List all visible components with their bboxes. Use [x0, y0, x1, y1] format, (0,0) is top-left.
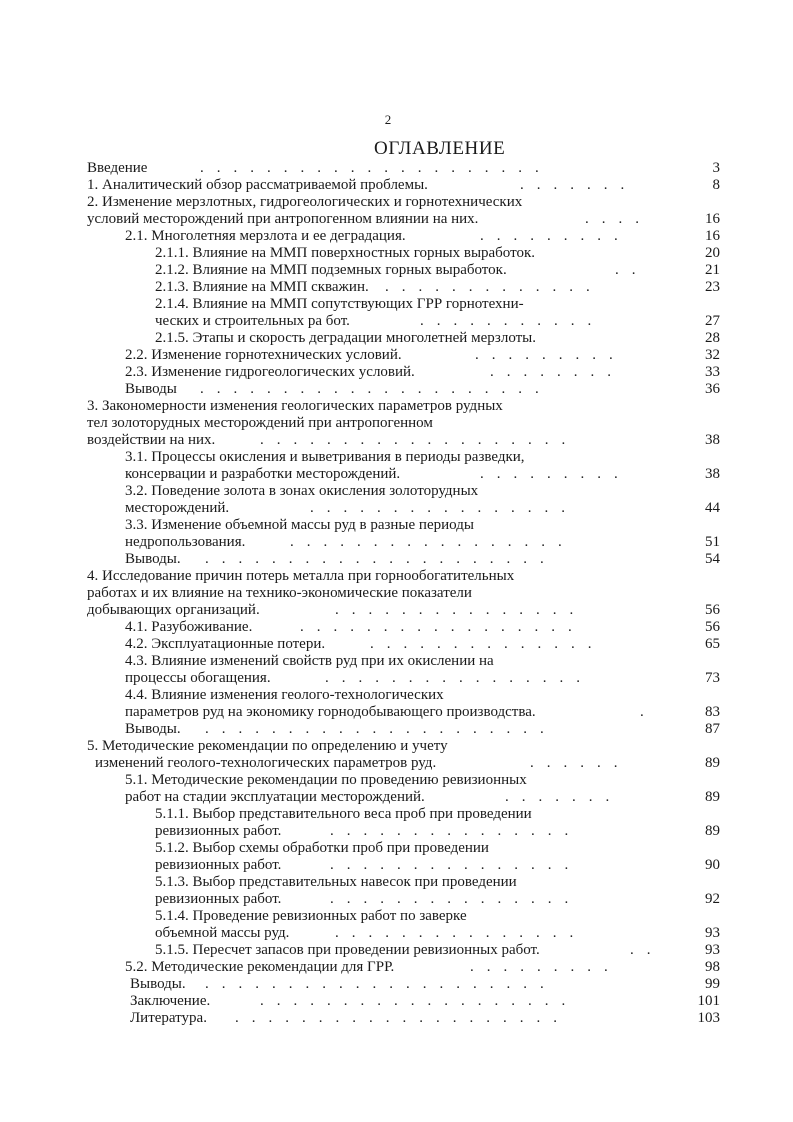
- toc-entry-text: месторождений.: [125, 500, 230, 516]
- toc-page-number: 89: [705, 823, 720, 839]
- toc-page-number: 87: [705, 721, 720, 737]
- toc-dot-leader: ...........: [420, 313, 605, 329]
- toc-page-number: 83: [705, 704, 720, 720]
- toc-dot-leader: ...................: [260, 993, 579, 1009]
- toc-entry-text: изменений геолого-технологических параметров руд.: [95, 755, 437, 771]
- toc-entry-text: Выводы.: [125, 721, 181, 737]
- toc-entry-text: 5.1. Методические рекомендации по проведению ревизионных: [125, 772, 527, 788]
- toc-dot-leader: ...................: [260, 432, 579, 448]
- toc-page-number: 3: [712, 160, 720, 176]
- toc-dot-leader: ....: [585, 211, 652, 227]
- toc-page-number: 28: [705, 330, 720, 346]
- toc-page-number: 16: [705, 211, 720, 227]
- toc-entry-text: 5.1.5. Пересчет запасов при проведении ревизионных работ.: [155, 942, 540, 958]
- toc-dot-leader: ..: [615, 262, 649, 278]
- toc-entry-text: 1. Аналитический обзор рассматриваемой проблемы.: [87, 177, 428, 193]
- toc-page-number: 65: [705, 636, 720, 652]
- toc-page-number: 73: [705, 670, 720, 686]
- toc-dot-leader: ........: [490, 364, 624, 380]
- page-title: ОГЛАВЛЕНИЕ: [374, 138, 506, 159]
- toc-entry-text: воздействии на них.: [87, 432, 216, 448]
- toc-dot-leader: ....................: [235, 1010, 570, 1026]
- toc-dot-leader: .....................: [200, 160, 552, 176]
- toc-entry-text: процессы обогащения.: [125, 670, 271, 686]
- toc-entry-text: 2.2. Изменение горнотехнических условий.: [125, 347, 402, 363]
- toc-entry-text: Заключение.: [130, 993, 211, 1009]
- toc-entry-text: 4.2. Эксплуатационные потери.: [125, 636, 326, 652]
- toc-dot-leader: .........: [470, 959, 621, 975]
- toc-entry-text: 5.2. Методические рекомендации для ГРР.: [125, 959, 395, 975]
- toc-dot-leader: .............: [385, 279, 603, 295]
- toc-page-number: 89: [705, 755, 720, 771]
- toc-page-number: 32: [705, 347, 720, 363]
- toc-entry-text: Выводы.: [130, 976, 186, 992]
- toc-dot-leader: ......: [530, 755, 631, 771]
- toc-dot-leader: .....................: [205, 976, 557, 992]
- toc-dot-leader: .........: [475, 347, 626, 363]
- toc-page-number: 23: [705, 279, 720, 295]
- toc-entry-text: Введение: [87, 160, 148, 176]
- toc-dot-leader: .........: [480, 228, 631, 244]
- toc-page-number: 33: [705, 364, 720, 380]
- toc-entry-text: 2.3. Изменение гидрогеологических условий.: [125, 364, 415, 380]
- toc-entry-text: ческих и строительных ра бот.: [155, 313, 350, 329]
- toc-entry-text: тел золоторудных месторождений при антропогенном: [87, 415, 433, 431]
- page-number: 2: [384, 112, 392, 127]
- toc-entry-text: добывающих организаций.: [87, 602, 260, 618]
- toc-entry-text: Выводы: [125, 381, 177, 397]
- toc-dot-leader: ...............: [330, 891, 582, 907]
- toc-entry-text: 5.1.4. Проведение ревизионных работ по заверке: [155, 908, 467, 924]
- toc-dot-leader: .......: [505, 789, 623, 805]
- toc-entry-text: условий месторождений при антропогенном влиянии на них.: [87, 211, 479, 227]
- toc-dot-leader: .....................: [200, 381, 552, 397]
- toc-entry-text: 4.1. Разубоживание.: [125, 619, 253, 635]
- toc-dot-leader: ................: [325, 670, 593, 686]
- toc-page-number: 90: [705, 857, 720, 873]
- toc-page-number: 99: [705, 976, 720, 992]
- toc-entry-text: 2. Изменение мерзлотных, гидрогеологических и горнотехнических: [87, 194, 523, 210]
- toc-page-number: 36: [705, 381, 720, 397]
- toc-dot-leader: .: [640, 704, 657, 720]
- toc-entry-text: 3.3. Изменение объемной массы руд в разные периоды: [125, 517, 474, 533]
- toc-entry-text: 2.1.3. Влияние на ММП скважин.: [155, 279, 369, 295]
- toc-entry-text: 2.1.5. Этапы и скорость деградации многолетней мерзлоты.: [155, 330, 537, 346]
- toc-entry-text: работах и их влияние на технико-экономические показатели: [87, 585, 472, 601]
- toc-entry-text: 5.1.1. Выбор представительного веса проб при проведении: [155, 806, 532, 822]
- toc-entry-text: 2.1.1. Влияние на ММП поверхностных горных выработок.: [155, 245, 536, 261]
- toc-entry-text: 4.4. Влияние изменения геолого-технологических: [125, 687, 444, 703]
- toc-dot-leader: ...............: [330, 857, 582, 873]
- toc-entry-text: работ на стадии эксплуатации месторождений.: [125, 789, 425, 805]
- toc-page-number: 93: [705, 925, 720, 941]
- toc-entry-text: ревизионных работ.: [155, 823, 282, 839]
- toc-dot-leader: .........: [480, 466, 631, 482]
- toc-page-number: 8: [712, 177, 720, 193]
- toc-entry-text: 5. Методические рекомендации по определению и учету: [87, 738, 448, 754]
- toc-page-number: 27: [705, 313, 720, 329]
- toc-dot-leader: .................: [290, 534, 575, 550]
- toc-page-number: 93: [705, 942, 720, 958]
- toc-page-number: 44: [705, 500, 720, 516]
- toc-page-number: 89: [705, 789, 720, 805]
- toc-dot-leader: ...............: [335, 925, 587, 941]
- toc-entry-text: ревизионных работ.: [155, 891, 282, 907]
- toc-dot-leader: .................: [300, 619, 585, 635]
- toc-page-number: 92: [705, 891, 720, 907]
- toc-entry-text: Выводы.: [125, 551, 181, 567]
- toc-entry-text: объемной массы руд.: [155, 925, 290, 941]
- toc-dot-leader: ................: [310, 500, 578, 516]
- toc-dot-leader: ..: [630, 942, 664, 958]
- toc-entry-text: консервации и разработки месторождений.: [125, 466, 401, 482]
- toc-entry-text: 3.2. Поведение золота в зонах окисления золоторудных: [125, 483, 479, 499]
- toc-page-number: 101: [697, 993, 720, 1009]
- toc-page-number: 54: [705, 551, 720, 567]
- toc-entry-text: 5.1.3. Выбор представительных навесок при проведении: [155, 874, 517, 890]
- toc-entry-text: 2.1.4. Влияние на ММП сопутствующих ГРР горнотехни-: [155, 296, 524, 312]
- toc-page-number: 56: [705, 602, 720, 618]
- toc-entry-text: 4.3. Влияние изменений свойств руд при их окислении на: [125, 653, 494, 669]
- toc-entry-text: ревизионных работ.: [155, 857, 282, 873]
- toc-page-number: 38: [705, 466, 720, 482]
- toc-page-number: 51: [705, 534, 720, 550]
- toc-entry-text: 2.1.2. Влияние на ММП подземных горных выработок.: [155, 262, 507, 278]
- toc-dot-leader: ...............: [335, 602, 587, 618]
- toc-dot-leader: .....................: [205, 551, 557, 567]
- toc-entry-text: 5.1.2. Выбор схемы обработки проб при проведении: [155, 840, 489, 856]
- toc-dot-leader: ...............: [330, 823, 582, 839]
- toc-entry-text: недропользования.: [125, 534, 246, 550]
- toc-page-number: 38: [705, 432, 720, 448]
- toc-entry-text: 3. Закономерности изменения геологических параметров рудных: [87, 398, 503, 414]
- toc-dot-leader: .......: [520, 177, 638, 193]
- toc-page-number: 16: [705, 228, 720, 244]
- toc-entry-text: Литература.: [130, 1010, 207, 1026]
- toc-dot-leader: ..............: [370, 636, 605, 652]
- toc-page-number: 21: [705, 262, 720, 278]
- toc-page-number: 56: [705, 619, 720, 635]
- toc-entry-text: параметров руд на экономику горнодобывающего производства.: [125, 704, 536, 720]
- toc-dot-leader: .....................: [205, 721, 557, 737]
- toc-entry-text: 3.1. Процессы окисления и выветривания в периоды разведки,: [125, 449, 525, 465]
- toc-page-number: 103: [697, 1010, 720, 1026]
- toc-entry-text: 2.1. Многолетняя мерзлота и ее деградация.: [125, 228, 406, 244]
- toc-entry-text: 4. Исследование причин потерь металла при горнообогатительных: [87, 568, 515, 584]
- toc-page-number: 20: [705, 245, 720, 261]
- toc-page-number: 98: [705, 959, 720, 975]
